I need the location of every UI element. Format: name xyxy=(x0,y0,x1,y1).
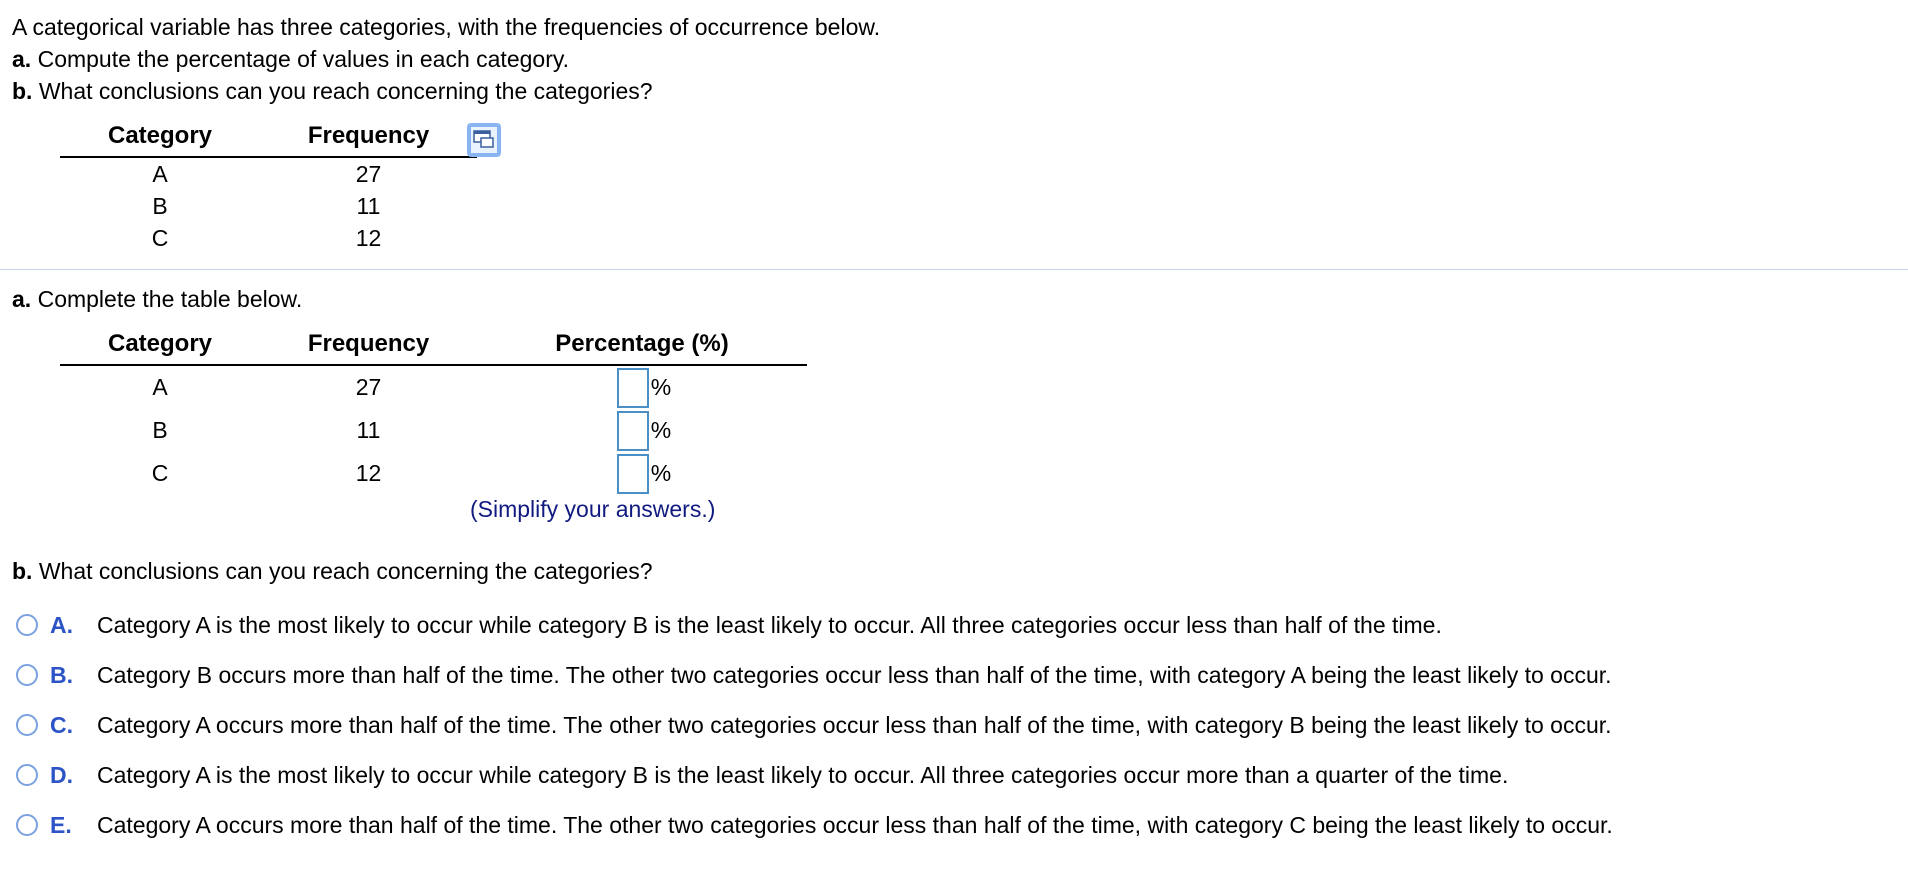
answer-option-a[interactable] xyxy=(16,608,1442,642)
section-divider xyxy=(0,269,1908,270)
percentage-entry xyxy=(617,454,671,494)
section-b-prompt xyxy=(12,556,653,586)
open-popup-button[interactable] xyxy=(467,123,501,157)
intro-part-b xyxy=(12,76,653,106)
column-header-frequency: Frequency xyxy=(260,330,477,365)
percentage-input-a[interactable] xyxy=(617,368,649,408)
part-a-text: Compute the percentage of values in each category. xyxy=(37,46,570,72)
table-row xyxy=(60,157,477,190)
option-letter: B. xyxy=(50,661,73,688)
popup-window-icon xyxy=(471,127,497,153)
frequency-cell: 12 xyxy=(355,460,382,486)
column-header-percentage: Percentage (%) xyxy=(477,330,807,365)
percentage-entry xyxy=(617,368,671,408)
category-cell: A xyxy=(152,374,168,400)
table-header-row xyxy=(60,122,477,157)
simplify-hint: (Simplify your answers.) xyxy=(470,496,716,522)
percentage-cell xyxy=(477,452,807,495)
category-cell: B xyxy=(152,193,168,219)
percentage-table xyxy=(60,330,807,495)
radio-button-icon[interactable] xyxy=(16,664,38,686)
option-letter: E. xyxy=(50,811,72,838)
option-text: Category B occurs more than half of the time. The other two categories occur less than half of the time, with category A being the least likely to occur. xyxy=(97,661,1612,688)
section-a-text: Complete the table below. xyxy=(37,286,303,312)
category-cell: C xyxy=(151,225,169,251)
table-row xyxy=(60,222,477,254)
radio-button-icon[interactable] xyxy=(16,764,38,786)
column-header-category: Category xyxy=(60,330,260,365)
radio-button-icon[interactable] xyxy=(16,814,38,836)
answer-option-e[interactable] xyxy=(16,808,1613,842)
frequency-cell: 11 xyxy=(356,417,381,443)
answer-option-b[interactable] xyxy=(16,658,1612,692)
table-row xyxy=(60,409,807,452)
category-cell: A xyxy=(152,161,168,187)
percentage-cell xyxy=(477,409,807,452)
table-row xyxy=(60,452,807,495)
percentage-input-b[interactable] xyxy=(617,411,649,451)
radio-button-icon[interactable] xyxy=(16,614,38,636)
percentage-cell xyxy=(477,365,807,409)
option-text: Category A occurs more than half of the time. The other two categories occur less than half of the time, with category B being the least likely to occur. xyxy=(97,711,1612,738)
column-header-frequency: Frequency xyxy=(260,122,477,157)
intro-part-a xyxy=(12,44,569,74)
frequency-data-table xyxy=(60,122,477,254)
option-text: Category A occurs more than half of the time. The other two categories occur less than half of the time, with category C being the least likely to occur. xyxy=(97,811,1613,838)
percent-sign: % xyxy=(650,417,672,443)
option-letter: A. xyxy=(50,611,73,638)
option-text: Category A is the most likely to occur while category B is the least likely to occur. All three categories occur less than half of the time. xyxy=(97,611,1442,638)
category-cell: C xyxy=(151,460,169,486)
intro-line: A categorical variable has three categories, with the frequencies of occurrence below. xyxy=(12,14,881,40)
category-cell: B xyxy=(152,417,168,443)
answer-option-d[interactable] xyxy=(16,758,1508,792)
option-letter: D. xyxy=(50,761,73,788)
table-row xyxy=(60,190,477,222)
percentage-input-c[interactable] xyxy=(617,454,649,494)
column-header-category: Category xyxy=(60,122,260,157)
part-b-label: b. xyxy=(12,78,33,104)
frequency-cell: 27 xyxy=(355,161,382,187)
part-a-label: a. xyxy=(12,46,32,72)
answer-option-c[interactable] xyxy=(16,708,1612,742)
section-b-label: b. xyxy=(12,558,33,584)
frequency-cell: 27 xyxy=(355,374,382,400)
table-header-row xyxy=(60,330,807,365)
percent-sign: % xyxy=(650,374,672,400)
frequency-cell: 11 xyxy=(356,193,381,219)
table-row xyxy=(60,365,807,409)
option-text: Category A is the most likely to occur while category B is the least likely to occur. All three categories occur more than a quarter of the time. xyxy=(97,761,1509,788)
section-a-prompt xyxy=(12,284,302,314)
percent-sign: % xyxy=(650,460,672,486)
radio-button-icon[interactable] xyxy=(16,714,38,736)
part-b-text: What conclusions can you reach concerning the categories? xyxy=(38,78,653,104)
section-a-label: a. xyxy=(12,286,32,312)
percentage-entry xyxy=(617,411,671,451)
section-b-text: What conclusions can you reach concerning the categories? xyxy=(38,558,653,584)
option-letter: C. xyxy=(50,711,73,738)
frequency-cell: 12 xyxy=(355,225,382,251)
